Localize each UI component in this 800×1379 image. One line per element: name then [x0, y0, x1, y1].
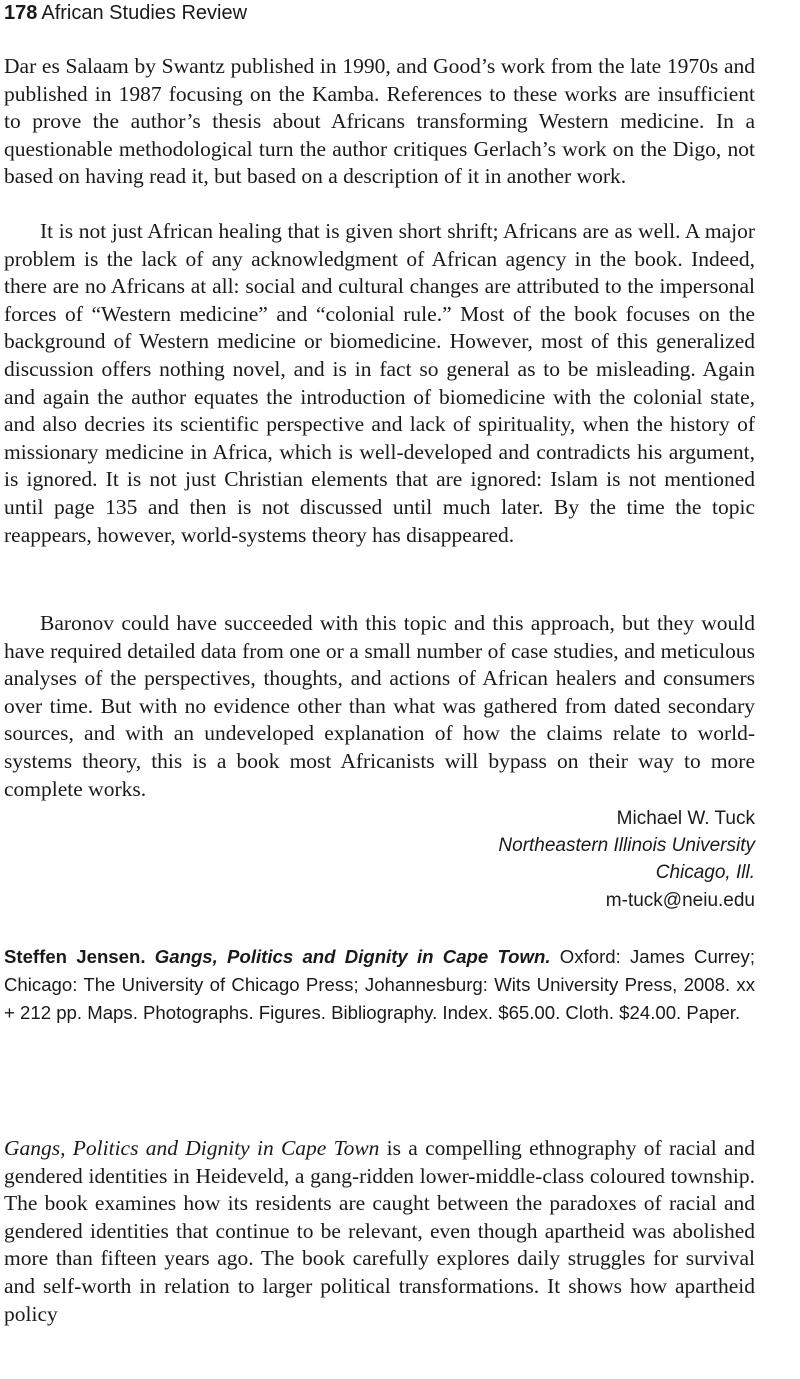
- reviewer-name: Michael W. Tuck: [616, 808, 755, 829]
- reviewer-affiliation: Northeastern Illinois University: [498, 835, 755, 857]
- review-paragraph-1: Dar es Salaam by Swantz published in 1990, and Good’s work from the late 1970s and published in 1987 focusing on the Kamba. References to these works are insufficient to prove the author’s thesis about Africans transforming Western medicine. In a questionable methodological turn the author critiques Gerlach’s work on the Digo, not based on having read it, but based on a description of it in another work.: [4, 54, 755, 189]
- book-publication-details: Oxford: James Currey; Chicago: The University of Chicago Press; Johannesburg: Wits University Press, 2008. xx + 212 pp. Maps. Photographs. Figures. Bibliography. Index. $65.00. Cloth. $24.00. Paper.: [4, 946, 755, 1023]
- reviewer-location: Chicago, Ill.: [655, 862, 755, 884]
- running-head: [4, 0, 247, 26]
- book-citation: [4, 943, 755, 1027]
- page-number: 178: [4, 2, 38, 24]
- review-paragraph-2: It is not just African healing that is given short shrift; Africans are as well. A major problem is the lack of any acknowledgment of African agency in the book. Indeed, there are no Africans at all: social and cultural changes are attributed to the impersonal forces of “Western medicine” and “colonial rule.” Most of the book focuses on the background of Western medicine or biomedicine. However, most of this generalized discussion offers nothing novel, and is in fact so general as to be misleading. Again and again the author equates the introduction of biomedicine with the colonial state, and also decries its scientific perspective and lack of spirituality, when the history of missionary medicine in Africa, which is well-developed and contradicts his argument, is ignored. It is not just Christian elements that are ignored: Islam is not mentioned until page 135 and then is not discussed until much later. By the time the topic reappears, however, world-systems theory has disappeared.: [4, 219, 755, 547]
- review2-paragraph-text: is a compelling ethnography of racial and gendered identities in Heideveld, a gang-ridden lower-middle-class coloured township. The book examines how its residents are caught between the paradoxes of racial and gendered identities that continue to be relevant, even though apartheid was abolished more than fifteen years ago. The book carefully explores daily struggles for survival and self-worth in relation to larger political transformations. It shows how apartheid policy: [4, 1136, 755, 1326]
- book-title: Gangs, Politics and Dignity in Cape Town.: [154, 946, 551, 967]
- reviewer-signature: [498, 805, 755, 914]
- review2-lead-title: Gangs, Politics and Dignity in Cape Town: [4, 1136, 380, 1160]
- journal-title: African Studies Review: [41, 2, 248, 24]
- review2-paragraph-1: [4, 1135, 755, 1328]
- reviewer-email: m-tuck@neiu.edu: [605, 889, 755, 911]
- book-author: Steffen Jensen.: [4, 946, 146, 967]
- review-paragraph-3: Baronov could have succeeded with this topic and this approach, but they would have required detailed data from one or a small number of case studies, and meticulous analyses of the perspectives, thoughts, and actions of African healers and consumers over time. But with no evidence other than what was gathered from dated secondary sources, and with an undeveloped explanation of how the claims relate to world-systems theory, this is a book most Africanists will bypass on their way to more complete works.: [4, 611, 755, 801]
